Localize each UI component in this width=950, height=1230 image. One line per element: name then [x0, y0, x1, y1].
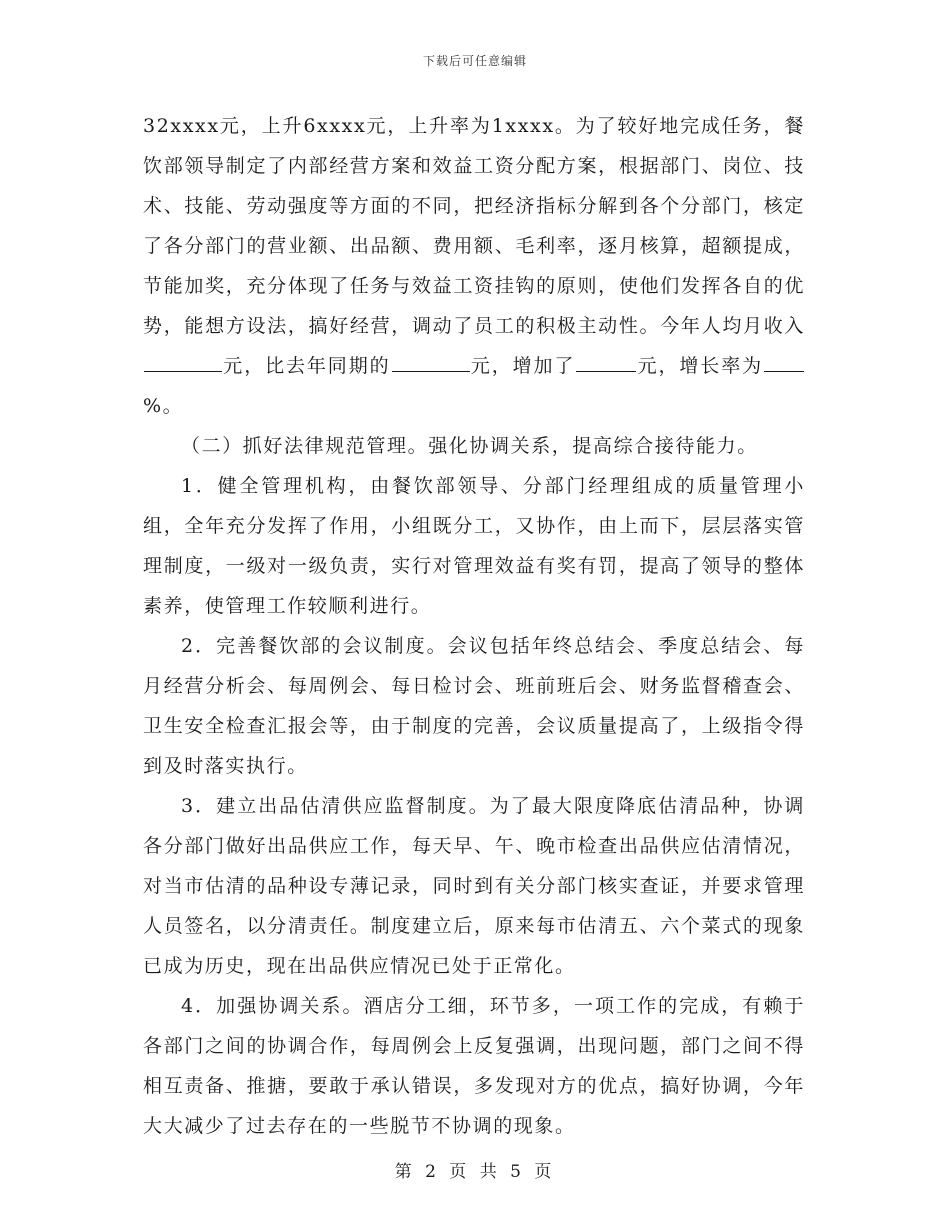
income-fill-label-b: 元，比去年同期的 — [223, 355, 391, 377]
footer-page-number: 2 — [425, 1162, 440, 1182]
income-fill-label-c: 元，增加了 — [470, 355, 576, 377]
paragraph-revenue-text: 32xxxx元，上升6xxxx元，上升率为1xxxx。为了较好地完成任务，餐饮部领导制定了内部经营方案和效益工资分配方案，根据部门、岗位、技术、技能、劳动强度等方面的不同，把经济指标分解到各个分部门，核定了各分部门的营业额、出品额、费用额、毛利率，逐月核算，超额提成，节能加奖，充分体现了任务与效益工资挂钩的原则，使他们发挥各自的优势，能想方设法，搞好经营，调动了员工的积极主动性。今年人均月 — [143, 115, 805, 337]
list-item-3: 3．建立出品估清供应监督制度。为了最大限度降底估清品种，协调各分部门做好出品供应工作，每天早、午、晚市检查出品供应估清情况，对当市估清的品种设专薄记录，同时到有关分部门核实查证，并要求管理人员签名，以分清责任。制度建立后，原来每市估清五、六个菜式的现象已成为历史，现在出品供应情况已处于正常化。 — [143, 795, 805, 977]
document-body — [143, 106, 805, 1146]
footer-prefix: 第 — [394, 1162, 416, 1182]
page-footer — [0, 1157, 950, 1182]
blank-increase — [576, 349, 636, 372]
income-fill-label-e: %。 — [143, 395, 184, 417]
list-item-1: 1．健全管理机构，由餐饮部领导、分部门经理组成的质量管理小组，全年充分发挥了作用，小组既分工，又协作，由上而下，层层落实管理制度，一级对一级负责，实行对管理效益有奖有罚，提高了领导的整体素养，使管理工作较顺利进行。 — [143, 475, 805, 617]
list-item-4: 4．加强协调关系。酒店分工细，环节多，一项工作的完成，有赖于各部门之间的协调合作，每周例会上反复强调，出现问题，部门之间不得相互责备、推搪，要敢于承认错误，多发现对方的优点，搞好协调，今年大大减少了过去存在的一些脱节不协调的现象。 — [143, 995, 805, 1137]
blank-growth-rate — [764, 349, 804, 372]
list-item-2: 2．完善餐饮部的会议制度。会议包括年终总结会、季度总结会、每月经营分析会、每周例会、每日检讨会、班前班后会、财务监督稽查会、卫生安全检查汇报会等，由于制度的完善，会议质量提高了，上级指令得到及时落实执行。 — [143, 635, 805, 777]
footer-suffix: 页 — [534, 1162, 556, 1182]
section-heading-2: （二）抓好法律规范管理。强化协调关系，提高综合接待能力。 — [181, 435, 758, 457]
blank-last-year — [392, 349, 470, 372]
income-fill-label-d: 元，增长率为 — [637, 355, 763, 377]
page-header: 下载后可任意编辑 — [422, 54, 527, 68]
income-fill-label-a: 收入 — [763, 315, 805, 337]
blank-income — [144, 349, 222, 372]
footer-total-pages: 5 — [510, 1162, 525, 1182]
footer-middle: 页 共 — [449, 1162, 501, 1182]
paragraph-revenue — [143, 106, 805, 426]
